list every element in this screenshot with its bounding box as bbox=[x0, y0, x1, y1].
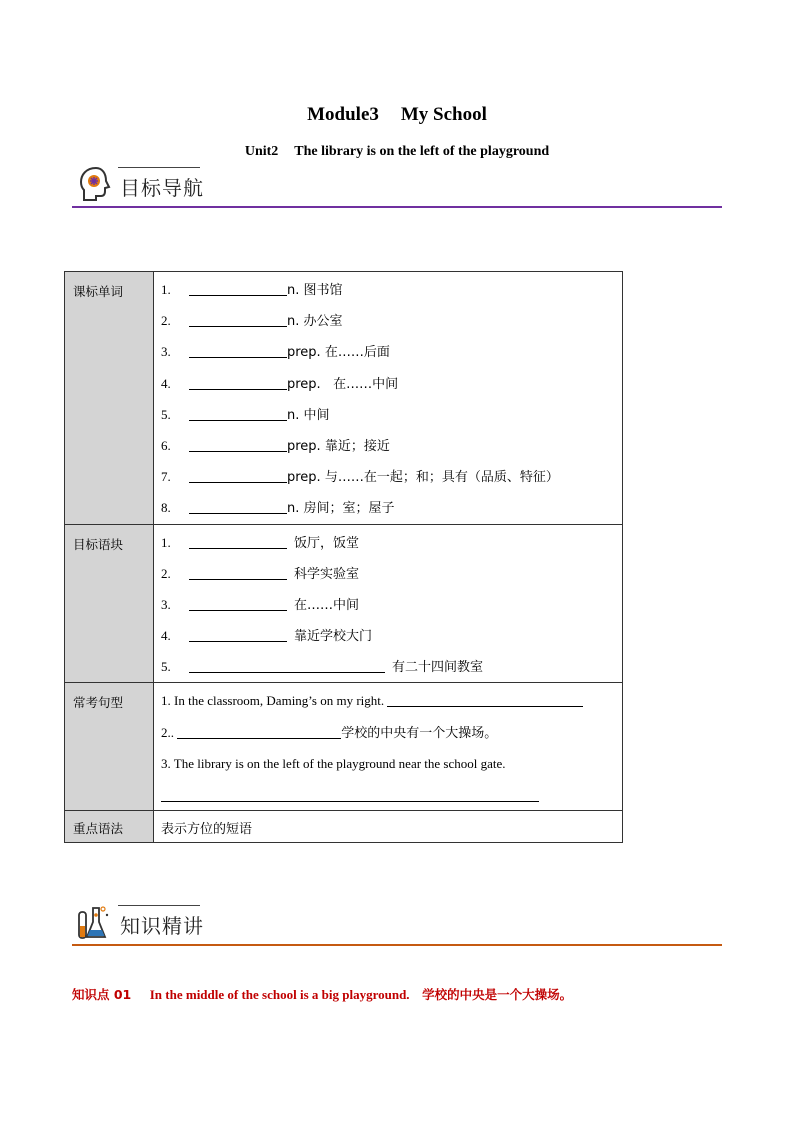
phrases-list bbox=[154, 524, 623, 683]
answer-blank[interactable] bbox=[189, 497, 287, 514]
header-topline bbox=[118, 167, 200, 168]
answer-blank[interactable] bbox=[177, 722, 341, 739]
answer-blank[interactable] bbox=[189, 563, 287, 580]
section-divider bbox=[72, 206, 722, 208]
category-cell: 课标单词 bbox=[65, 272, 154, 525]
objectives-table bbox=[64, 271, 623, 843]
answer-blank[interactable] bbox=[189, 656, 385, 673]
page-title: Module3 My School bbox=[307, 104, 487, 125]
category-cell: 常考句型 bbox=[65, 683, 154, 811]
answer-blank[interactable] bbox=[189, 279, 287, 296]
section-title: 目标导航 bbox=[120, 176, 204, 200]
list-item: 3. prep. 在……后面 bbox=[161, 336, 616, 367]
answer-line[interactable] bbox=[161, 779, 539, 802]
answer-blank[interactable] bbox=[189, 310, 287, 327]
lab-flask-icon bbox=[76, 902, 116, 942]
answer-blank[interactable] bbox=[189, 466, 287, 483]
list-item: 2.. 学校的中央有一个大操场。 bbox=[161, 717, 616, 748]
answer-blank[interactable] bbox=[189, 373, 287, 390]
answer-blank[interactable] bbox=[387, 690, 583, 707]
list-item: 4. 靠近学校大门 bbox=[161, 620, 616, 651]
list-item: 3. The library is on the left of the playground near the school gate. bbox=[161, 755, 506, 771]
list-item: 7. prep. 与……在一起；和；具有（品质、特征） bbox=[161, 461, 616, 492]
list-item: 8. n. 房间；室；屋子 bbox=[161, 492, 616, 523]
list-item: 1. 饭厅，饭堂 bbox=[161, 527, 616, 558]
list-item: 6. prep. 靠近；接近 bbox=[161, 430, 616, 461]
vocab-list bbox=[154, 272, 623, 525]
answer-blank[interactable] bbox=[189, 341, 287, 358]
header-topline bbox=[118, 905, 200, 906]
grammar-cell: 表示方位的短语 bbox=[154, 811, 623, 843]
answer-blank[interactable] bbox=[189, 625, 287, 642]
answer-blank[interactable] bbox=[189, 594, 287, 611]
vocab-row bbox=[65, 272, 623, 525]
list-item: 2. n. 办公室 bbox=[161, 305, 616, 336]
unit-title: Unit2 The library is on the left of the playground bbox=[244, 144, 550, 159]
section-header-objectives bbox=[72, 164, 722, 208]
answer-blank[interactable] bbox=[189, 435, 287, 452]
category-cell: 重点语法 bbox=[65, 811, 154, 843]
list-item: 3. 在……中间 bbox=[161, 589, 616, 620]
section-divider bbox=[72, 944, 722, 946]
sentences-list bbox=[154, 683, 623, 811]
phrases-row bbox=[65, 524, 623, 683]
list-item: 2. 科学实验室 bbox=[161, 558, 616, 589]
category-cell: 目标语块 bbox=[65, 524, 154, 683]
grammar-row bbox=[65, 811, 623, 843]
section-header-knowledge bbox=[72, 902, 722, 946]
knowledge-point: 知识点 01 In the middle of the school is a big playground. 学校的中央是一个大操场。 bbox=[72, 987, 573, 1002]
answer-blank[interactable] bbox=[189, 404, 287, 421]
list-item: 5. n. 中间 bbox=[161, 399, 616, 430]
section-title: 知识精讲 bbox=[120, 914, 204, 938]
answer-blank[interactable] bbox=[189, 532, 287, 549]
head-icon bbox=[76, 164, 116, 204]
list-item: 1. In the classroom, Daming’s on my right. bbox=[161, 685, 616, 716]
sentences-row bbox=[65, 683, 623, 811]
list-item: 5. 有二十四间教室 bbox=[161, 651, 616, 682]
list-item: 4. prep. 在……中间 bbox=[161, 368, 616, 399]
list-item: 1. n. 图书馆 bbox=[161, 274, 616, 305]
